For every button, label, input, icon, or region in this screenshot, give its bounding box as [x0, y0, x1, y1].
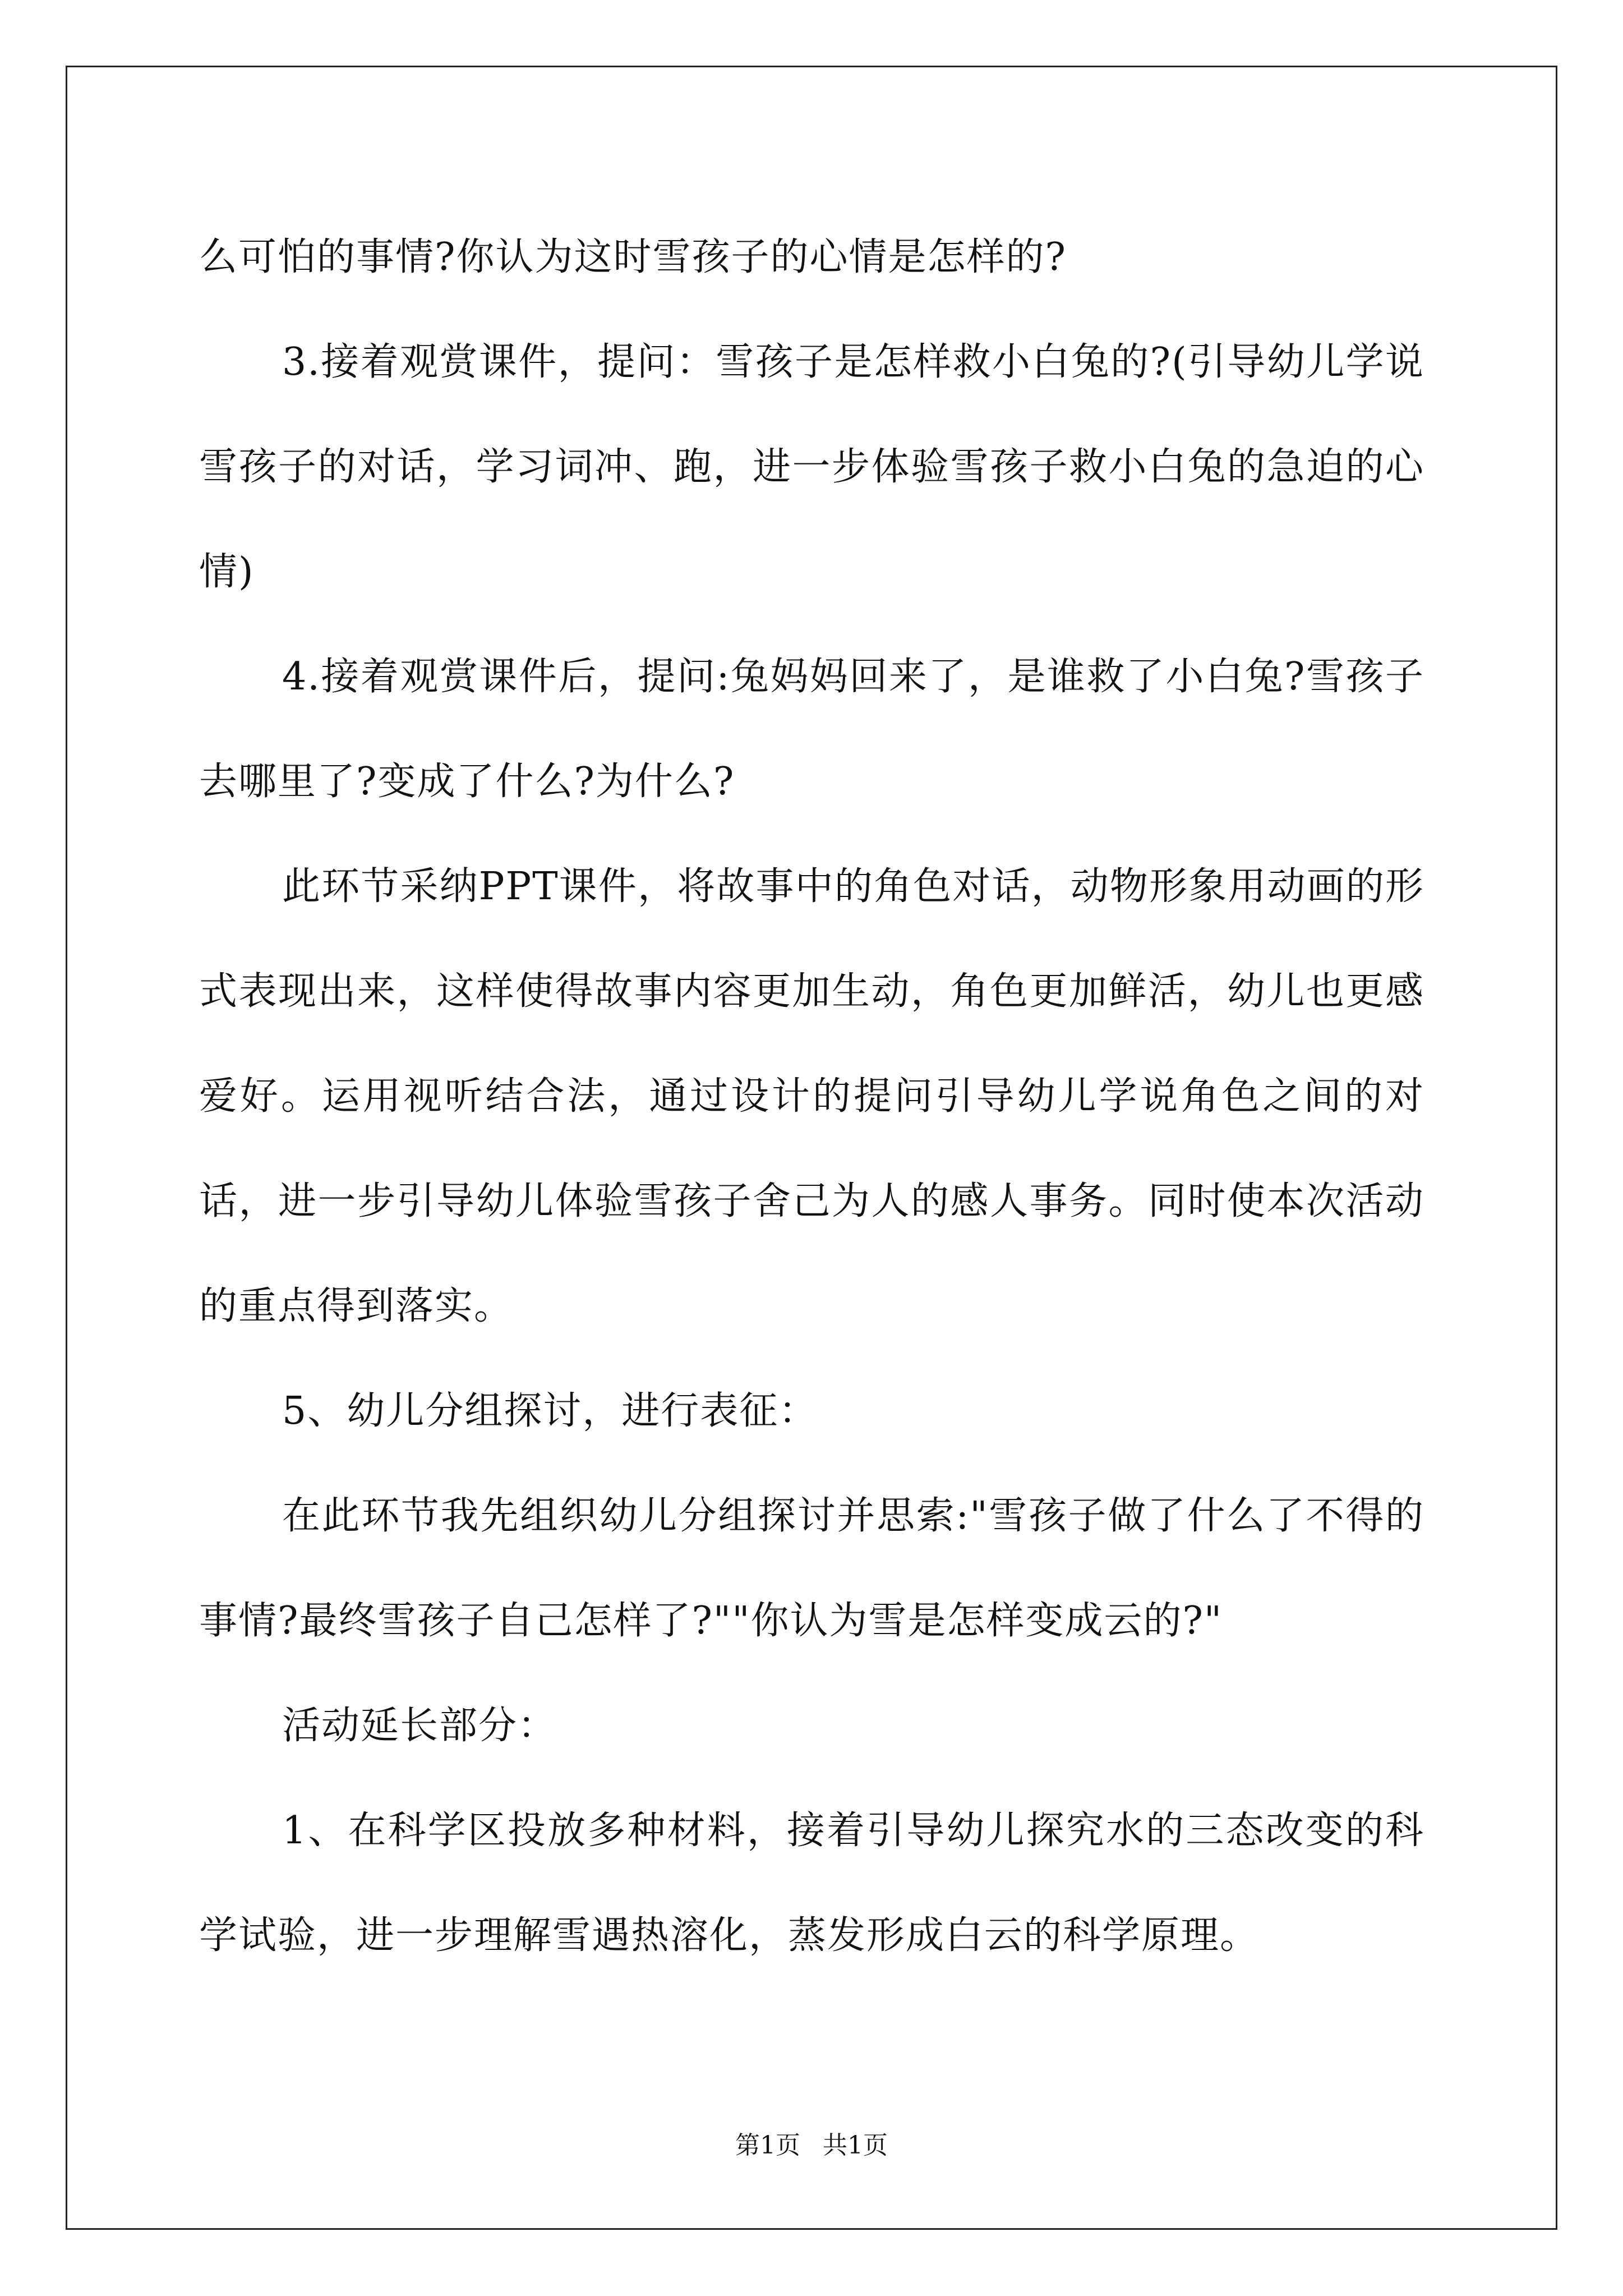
paragraph-7: 活动延长部分： — [282, 1704, 557, 1748]
paragraph-1: 么可怕的事情?你认为这时雪孩子的心情是怎样的? — [199, 235, 1067, 279]
page-number: 第1页 — [735, 2131, 800, 2160]
paragraph-4: 此环节采纳PPT课件，将故事中的角色对话，动物形象用动画的形式表现出来，这样使得故事内容更加生动，角色更加鲜活，幼儿也更感爱好。运用视听结合法，通过设计的提问引导幼儿学说角色之间的对话，进一步引导幼儿体验雪孩子舍己为人的感人事务。同时使本次活动的重点得到落实。 — [199, 864, 1424, 1328]
paragraph-5: 5、幼儿分组探讨，进行表征： — [282, 1389, 818, 1433]
page-total: 共1页 — [823, 2131, 888, 2160]
paragraph-8: 1、在科学区投放多种材料，接着引导幼儿探究水的三态改变的科学试验，进一步理解雪遇热溶化，蒸发形成白云的科学原理。 — [199, 1809, 1424, 1958]
paragraph-3: 4.接着观赏课件后，提问:兔妈妈回来了，是谁救了小白兔?雪孩子去哪里了?变成了什么?为什么? — [199, 655, 1424, 804]
paragraph-6: 在此环节我先组织幼儿分组探讨并思索:"雪孩子做了什么了不得的事情?最终雪孩子自己怎样了?""你认为雪是怎样变成云的?" — [199, 1494, 1424, 1643]
paragraph-2: 3.接着观赏课件，提问：雪孩子是怎样救小白兔的?(引导幼儿学说雪孩子的对话，学习词冲、跑，进一步体验雪孩子救小白兔的急迫的心情) — [199, 340, 1424, 594]
document-body — [199, 205, 1424, 1988]
page-footer — [0, 2129, 1623, 2162]
